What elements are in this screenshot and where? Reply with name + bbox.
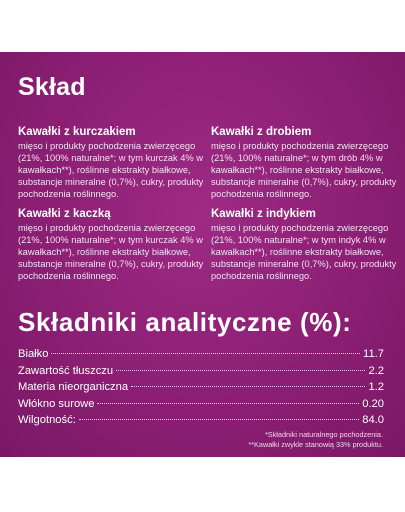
block-heading: Kawałki z kurczakiem: [18, 126, 136, 138]
analytical-row: [18, 398, 384, 415]
composition-block-duck: [18, 207, 206, 282]
analytical-row: [18, 365, 384, 382]
analytical-row: [18, 348, 384, 365]
analytical-title: Składniki analityczne (%):: [18, 307, 352, 337]
block-text: mięso i produkty pochodzenia zwierzęcego (21%, 100% naturalne*; w tym drób 4% w kawałkach**), roślinne ekstrakty białkowe, substancje mineralne (0,7%), cukry, produkty pochodzenia roślinnego.: [211, 141, 397, 199]
row-value: 1.2: [368, 381, 384, 394]
dotted-leader: [79, 419, 359, 420]
row-value: 11.7: [363, 348, 384, 360]
block-text: mięso i produkty pochodzenia zwierzęcego (21%, 100% naturalne*; w tym indyk 4% w kawałkach**), roślinne ekstrakty białkowe, substancje mineralne (0,7%), cukry, produkty pochodzenia roślinnego.: [211, 223, 397, 281]
composition-block-turkey: [211, 207, 399, 282]
analytical-row: [18, 381, 384, 398]
row-label: Wilgotność:: [18, 414, 76, 427]
dotted-leader: [131, 386, 365, 387]
footnotes: [248, 430, 383, 450]
footnote: *Składniki naturalnego pochodzenia.: [264, 430, 383, 439]
row-label: Materia nieorganiczna: [18, 381, 129, 394]
row-value: 0.20: [362, 397, 384, 410]
block-text: mięso i produkty pochodzenia zwierzęcego (21%, 100% naturalne*; w tym kurczak 4% w kawałkach**), roślinne ekstrakty białkowe, substancje mineralne (0,7%), cukry, produkty pochodzenia roślinnego.: [18, 223, 204, 281]
row-value: 2.2: [368, 364, 384, 377]
block-text: mięso i produkty pochodzenia zwierzęcego (21%, 100% naturalne*; w tym kurczak 4% w kawałkach**), roślinne ekstrakty białkowe, substancje mineralne (0,7%), cukry, produkty pochodzenia roślinnego.: [18, 141, 204, 199]
analytical-row: [18, 414, 384, 431]
composition-block-chicken: [18, 125, 206, 200]
composition-panel: [0, 52, 405, 457]
footnote: **Kawałki zwykle stanowią 33% produktu.: [248, 440, 383, 449]
composition-block-poultry: [211, 125, 399, 200]
block-heading: Kawałki z kaczką: [18, 208, 111, 220]
block-heading: Kawałki z drobiem: [211, 126, 312, 138]
block-heading: Kawałki z indykiem: [211, 208, 316, 220]
row-label: Włókno surowe: [18, 397, 95, 410]
composition-title: Skład: [18, 73, 86, 101]
row-label: Zawartość tłuszczu: [18, 364, 114, 377]
analytical-table: [18, 348, 384, 431]
dotted-leader: [97, 403, 359, 404]
row-value: 84.0: [362, 414, 384, 427]
dotted-leader: [116, 370, 365, 371]
row-label: Białko: [18, 348, 49, 360]
dotted-leader: [51, 353, 360, 354]
